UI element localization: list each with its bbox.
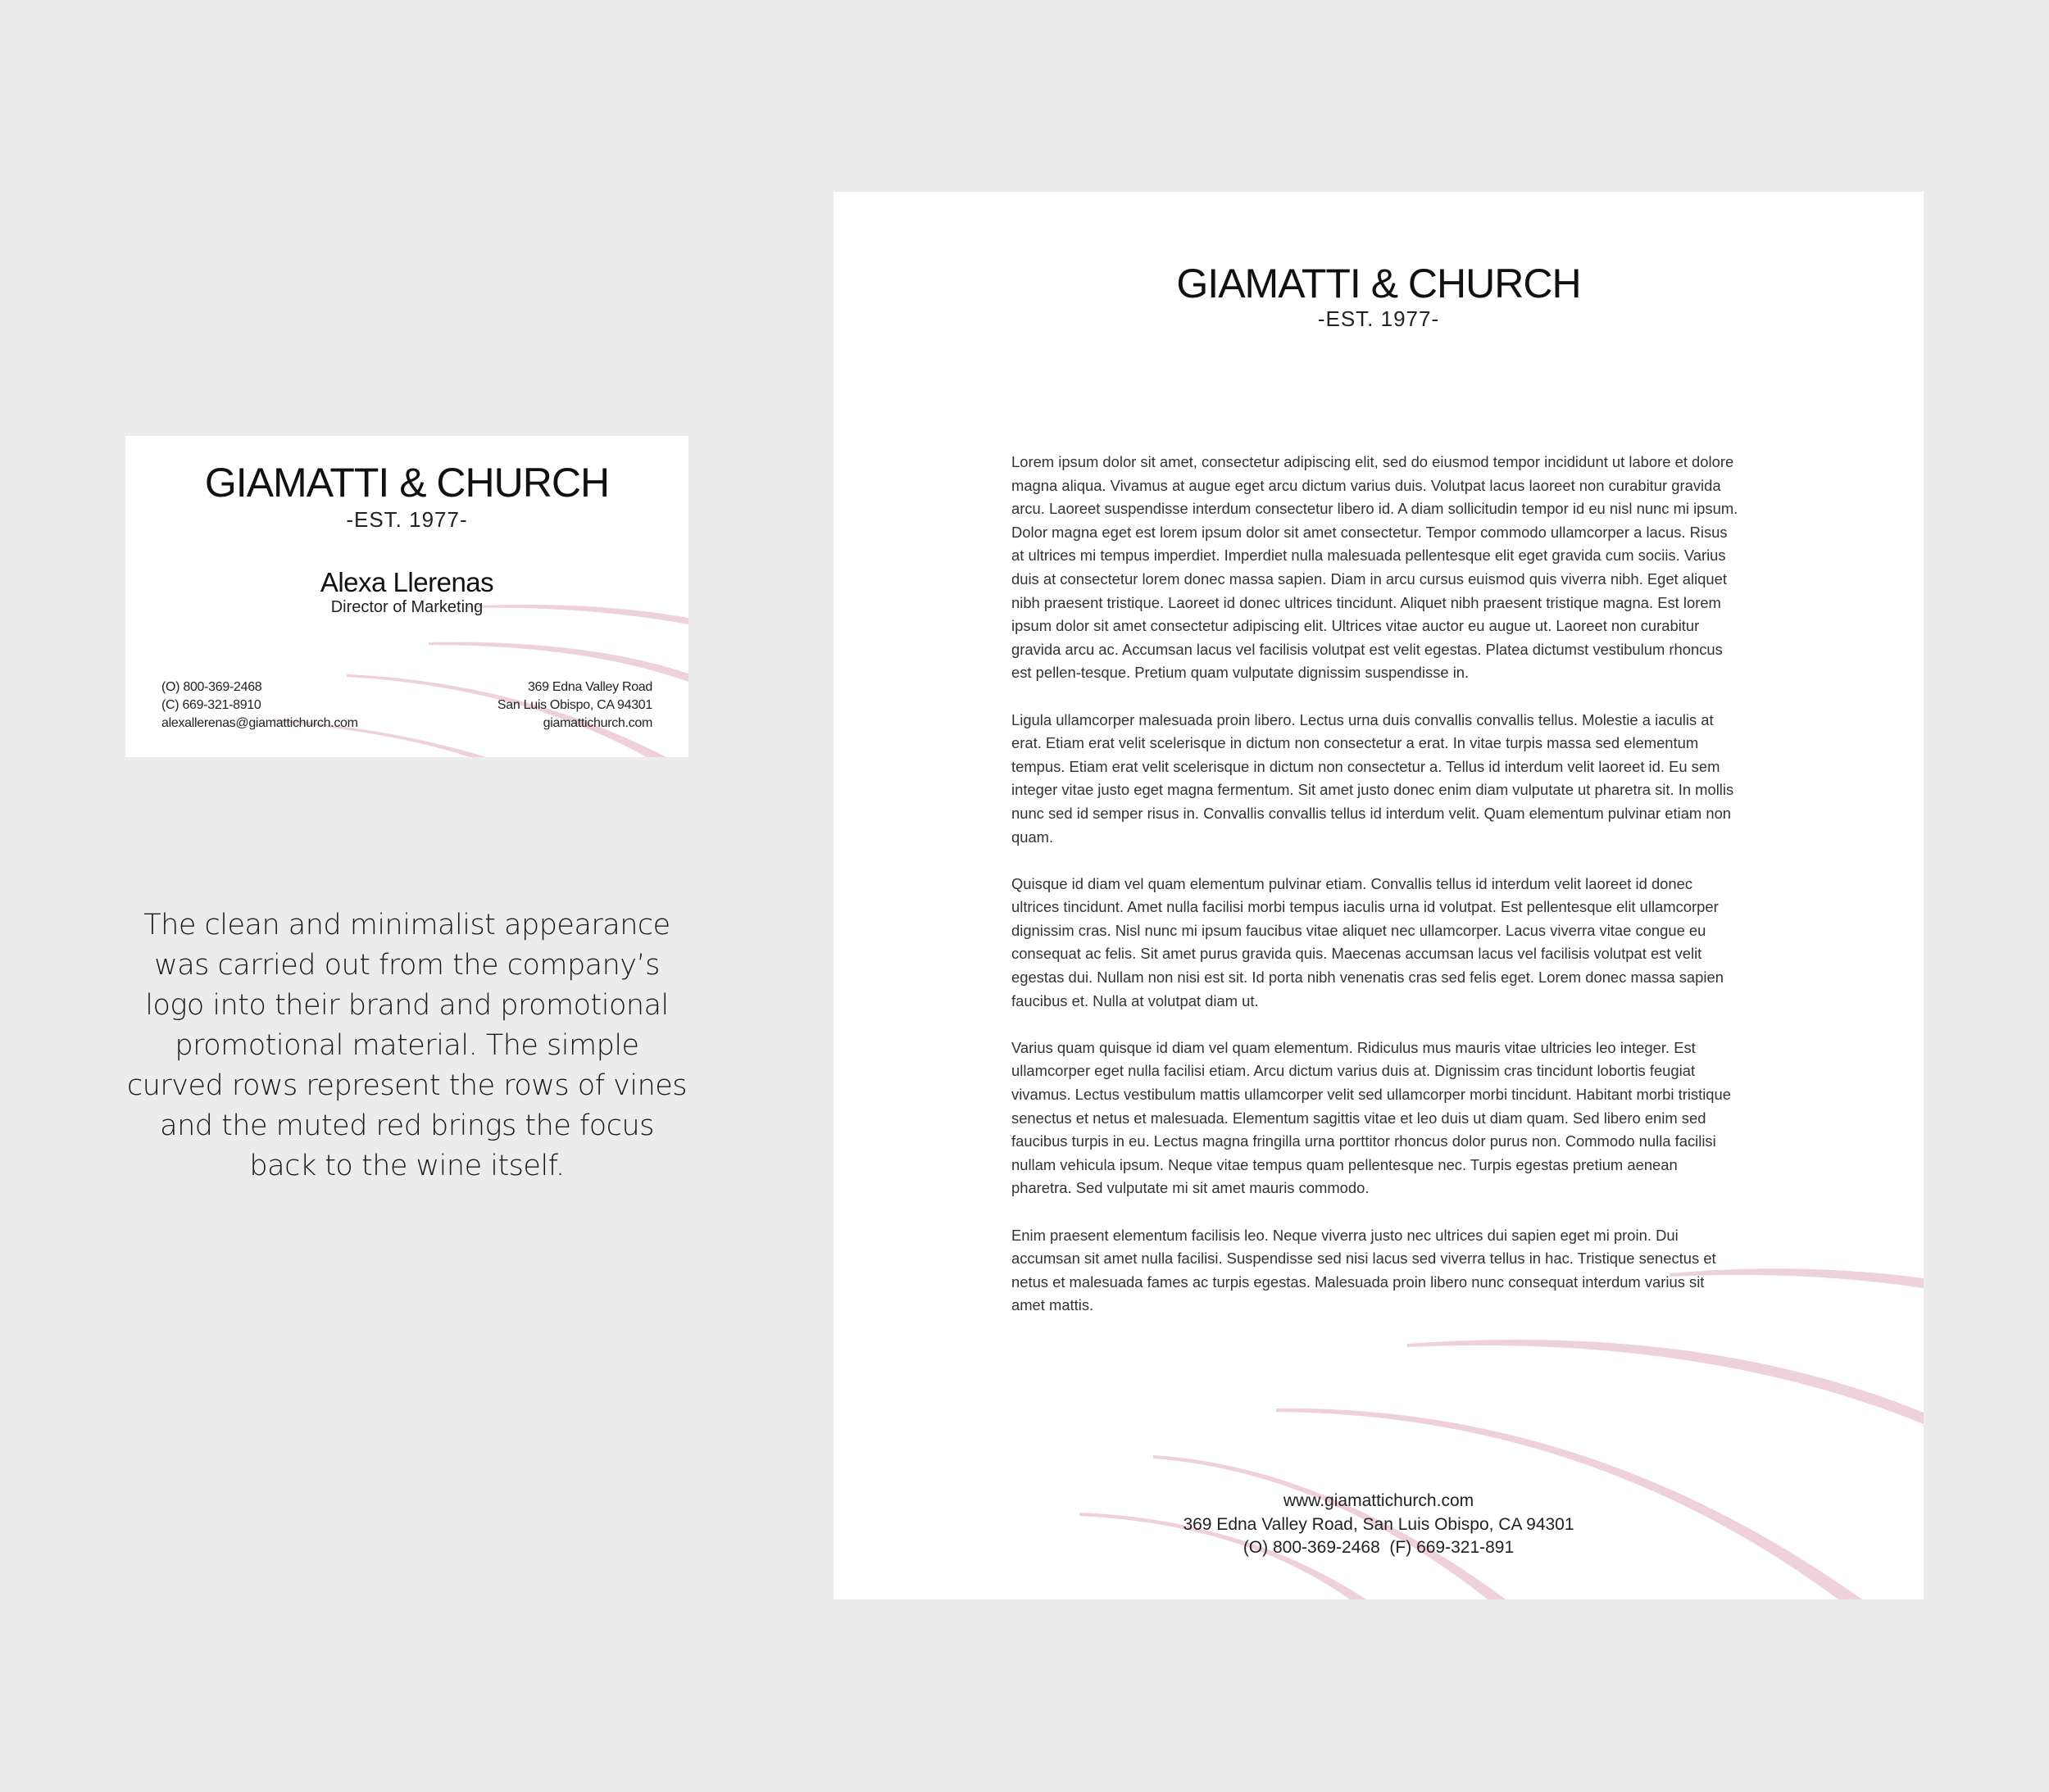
card-logo (125, 460, 688, 533)
footer-website: www.giamattichurch.com (1283, 1491, 1474, 1510)
letter-body (1011, 451, 1741, 1341)
brand-established: -EST. 1977- (1317, 306, 1440, 331)
email: alexallerenas@giamattichurch.com (161, 716, 358, 730)
brand-established: -EST. 1977- (346, 507, 468, 532)
website: giamattichurch.com (543, 716, 652, 730)
letter-paragraph: Varius quam quisque id diam vel quam elementum. Ridiculus mus mauris vitae ultricies leo integer. Est ullamcorper eget nulla facilisi etiam. Arcu dictum varius duis at. Dignissim cras tincidunt lobortis feugiat vivamus. Lectus vestibulum mattis ullamcorper velit sed ullamcorper morbi tincidunt. Habitant morbi tristique senectus et netus et malesuada. Elementum sagittis vitae et leo duis ut diam quam. Sed libero enim sed faucibus turpis in eu. Lectus magna fringilla urna porttitor rhoncus dolor purus non. Commodo nulla facilisi nullam vehicula ipsum. Neque vitae tempus quam pellentesque nec. Turpis egestas pretium aenean pharetra. Sed vulputate mi sit amet mauris commodo. (1011, 1038, 1731, 1197)
letter-footer (834, 1490, 1924, 1560)
card-contact (161, 678, 358, 733)
letterhead-logo (834, 261, 1924, 332)
footer-phones: (O) 800-369-2468 (F) 669-321-891 (1243, 1538, 1515, 1557)
person-name: Alexa Llerenas (320, 567, 494, 597)
letterhead (834, 192, 1924, 1599)
card-person (125, 567, 688, 617)
brand-name: GIAMATTI & CHURCH (204, 460, 610, 506)
card-address (497, 678, 652, 733)
letter-paragraph: Ligula ullamcorper malesuada proin libero. Lectus urna duis convallis convallis tellus. Molestie a iaculis at erat. Etiam erat velit scelerisque in dictum non consectetur a erat. In vitae turpis massa sed elementum tempus. Etiam erat velit scelerisque in dictum non consectetur a. Tellus id interdum velit laoreet id. Eu sem integer vitae justo eget magna fermentum. Sit amet justo donec enim diam vulputate ut pharetra sit. In mollis nunc sed id semper risus in. Convallis convallis tellus id interdum velit. Quam elementum pulvinar etiam non quam. (1011, 710, 1734, 846)
description-text: The clean and minimalist appearance was carried out from the company’s logo into their brand and promotional promotional material. The simple curved rows represent the rows of vines and the muted red brings the focus back to the wine itself. (126, 909, 688, 1182)
letter-paragraph: Quisque id diam vel quam elementum pulvinar etiam. Convallis tellus id interdum velit laoreet id donec ultrices tincidunt. Amet nulla facilisi morbi tempus iaculis urna id volutpat. Est pellentesque elit ullamcorper dignissim cras. Nisl nunc mi ipsum faucibus vitae aliquet nec ullamcorper. Lacus viverra vitae congue eu consequat ac felis. Sit amet purus gravida quis. Maecenas accumsan lacus vel facilisis volutpat est velit egestas dui. Nullam non nisi est sit. Id porta nibh venenatis cras sed felis eget. Lorem donec massa sapien faucibus et. Nulla at volutpat diam ut. (1011, 874, 1724, 1009)
phone-cell: (C) 669-321-8910 (161, 698, 261, 712)
letter-paragraph: Lorem ipsum dolor sit amet, consectetur adipiscing elit, sed do eiusmod tempor incididunt ut labore et dolore magna aliqua. Vivamus at augue eget arcu dictum varius duis. Volutpat lacus laoreet non curabitur gravida arcu. Laoreet suspendisse interdum consectetur libero id. A diam sollicitudin tempor id eu nisl nunc mi ipsum. Dolor magna eget est lorem ipsum dolor sit amet consectetur. Tempor commodo ullamcorper a lacus. Risus at ultrices mi tempus imperdiet. Imperdiet nulla malesuada pellentesque elit eget gravida cum sociis. Varius duis at consectetur lorem donec massa sapien. Diam in arcu cursus euismod quis viverra nibh. Eget aliquet nibh praesent tristique. Laoreet id donec ultrices tincidunt. Aliquet nibh praesent tristique magna. Est lorem ipsum dolor sit amet consectetur adipiscing elit. Ultrices vitae auctor eu augue ut. Laoreet non curabitur gravida arcu ac. Accumsan lacus vel facilisis volutpat est velit egestas. Platea dictumst vestibulum rhoncus est pellen-tesque. Pretium quam vulputate dignissim suspendisse in. (1011, 453, 1738, 682)
address-line2: San Luis Obispo, CA 94301 (497, 698, 652, 712)
brand-name: GIAMATTI & CHURCH (1176, 261, 1581, 306)
address-line1: 369 Edna Valley Road (527, 680, 652, 694)
letter-paragraph: Enim praesent elementum facilisis leo. Neque viverra justo nec ultrices dui sapien eget mi proin. Dui accumsan sit amet nulla facilisi. Suspendisse sed nisi lacus sed viverra tellus in hac. Tristique senectus et netus et malesuada fames ac turpis egestas. Malesuada proin libero nunc consequat interdum varius sit amet mattis. (1011, 1226, 1716, 1314)
phone-office: (O) 800-369-2468 (161, 680, 262, 694)
business-card (125, 436, 688, 757)
person-title: Director of Marketing (330, 598, 484, 616)
footer-address: 369 Edna Valley Road, San Luis Obispo, CA 94301 (1183, 1514, 1574, 1534)
